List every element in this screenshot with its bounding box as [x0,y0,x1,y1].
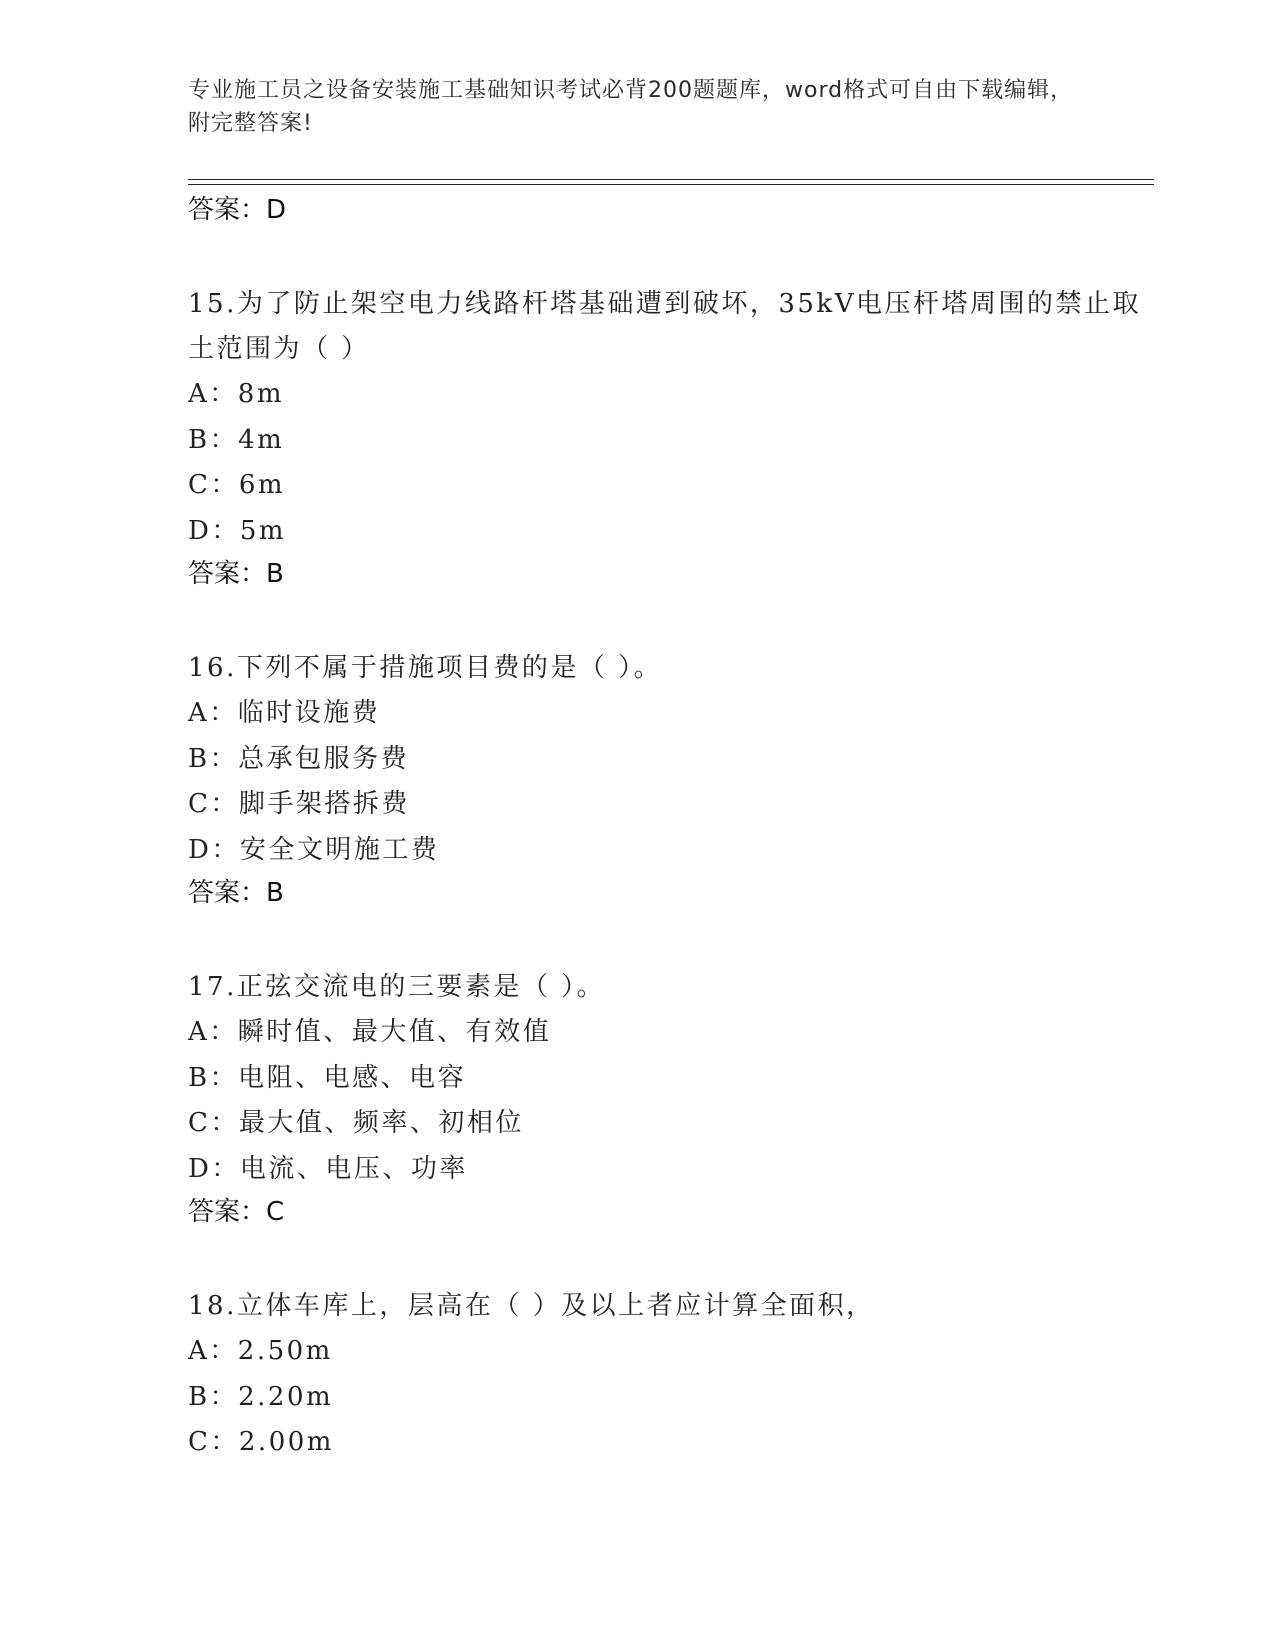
option-c: C：脚手架搭拆费 [188,789,410,819]
option-a: A：2.50m [188,1336,333,1366]
option-c: C：最大值、频率、初相位 [188,1108,524,1138]
question-text: 16.下列不属于措施项目费的是（ ）。 [188,653,663,683]
spacer [188,230,1148,282]
option-b: B：2.20m [188,1381,334,1412]
answer-line: 答案：B [188,878,284,908]
question-item [188,965,1148,1232]
option-a: A：临时设施费 [188,698,381,728]
question-item [188,282,1148,594]
option-d: D：电流、电压、功率 [188,1153,468,1184]
answer-line: 答案：C [188,1197,285,1227]
option-a: A：瞬时值、最大值、有效值 [188,1017,552,1047]
option-c: C：2.00m [188,1427,334,1457]
answer-line: 答案：D [188,195,287,225]
spacer [188,1232,1148,1284]
question-text: 15.为了防止架空电力线路杆塔基础遭到破坏，35kV电压杆塔周围的禁止取土范围为（ ） [188,289,1141,364]
option-c: C：6m [188,470,286,500]
document-header [188,74,1088,140]
option-b: B：总承包服务费 [188,743,410,774]
header-divider-top [188,179,1154,180]
option-d: D：安全文明施工费 [188,834,440,865]
answer-line: 答案：B [188,559,284,589]
question-text: 18.立体车库上，层高在（ ）及以上者应计算全面积， [188,1291,875,1321]
document-title: 专业施工员之设备安装施工基础知识考试必背200题题库，word格式可自由下载编辑，附完整答案! [188,78,1074,136]
option-d: D：5m [188,515,287,546]
option-b: B：4m [188,424,285,455]
spacer [188,594,1148,646]
question-text: 17.正弦交流电的三要素是（ ）。 [188,972,606,1002]
header-divider-bottom [188,184,1154,185]
question-item [188,646,1148,913]
question-item [188,1284,1148,1466]
option-b: B：电阻、电感、电容 [188,1062,467,1093]
question-list [188,190,1148,1466]
spacer [188,913,1148,965]
option-a: A：8m [188,379,284,409]
